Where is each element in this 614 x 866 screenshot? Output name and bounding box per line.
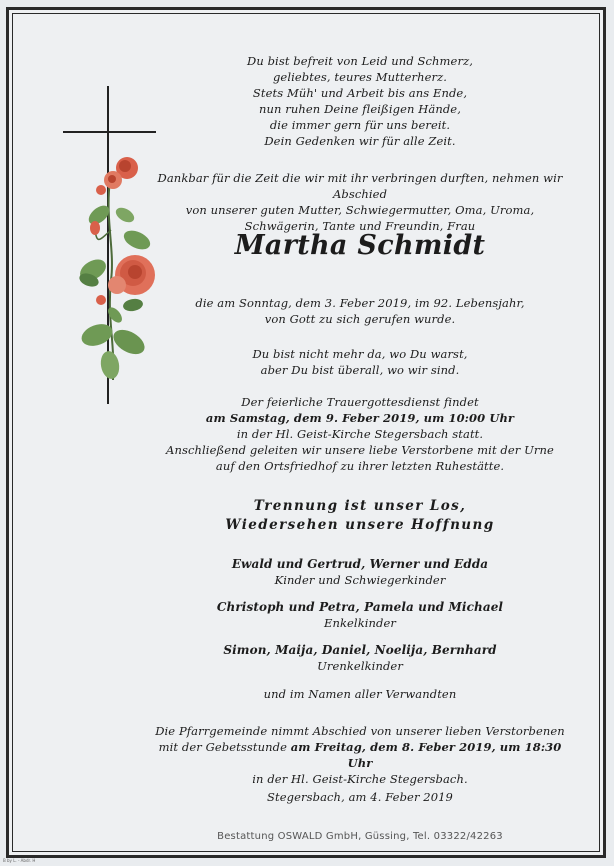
funeral-service: [150, 394, 570, 474]
poem-line: Stets Müh' und Arbeit bis ans Ende,: [252, 86, 468, 100]
poem-line: die immer gern für uns bereit.: [269, 118, 451, 132]
service-date: am Samstag, dem 9. Feber 2019, um 10:00 Uhr: [205, 411, 515, 425]
family-names: Ewald und Gertrud, Werner und Edda: [231, 557, 489, 571]
motto-line: Trennung ist unser Los,: [253, 498, 467, 514]
family-names: Christoph und Petra, Pamela und Michael: [216, 600, 504, 614]
intro-text: [150, 170, 570, 234]
family-names: Simon, Maija, Daniel, Noelija, Bernhard: [223, 643, 497, 657]
poem-line: geliebtes, teures Mutterherz.: [272, 70, 448, 84]
family-group-children: [150, 556, 570, 588]
deceased-name: Martha Schmidt: [234, 230, 486, 261]
parish-notice: [150, 723, 570, 787]
poem-line: Dein Gedenken wir für alle Zeit.: [264, 134, 456, 148]
parish-line: [150, 739, 570, 771]
quote-line: Du bist nicht mehr da, wo Du warst,: [252, 347, 468, 361]
poem-line: nun ruhen Deine fleißigen Hände,: [259, 102, 461, 116]
intro-line: Schwägerin, Tante und Freundin, Frau: [244, 219, 476, 233]
funeral-home-footer: Bestattung OSWALD GmbH, Güssing, Tel. 03322/42263: [217, 831, 503, 842]
intro-line: Dankbar für die Zeit die wir mit ihr verbringen durften, nehmen wir Abschied: [157, 171, 563, 201]
parish-line: Die Pfarrgemeinde nimmt Abschied von unserer lieben Verstorbenen: [155, 724, 565, 738]
family-group-great-grandchildren: [150, 642, 570, 674]
service-line: in der Hl. Geist-Kirche Stegersbach statt.: [236, 427, 484, 441]
family-role: Urenkelkinder: [317, 659, 403, 673]
motto-line: Wiedersehen unsere Hoffnung: [225, 517, 495, 533]
family-group-grandchildren: [150, 599, 570, 631]
family-role: Kinder und Schwiegerkinder: [274, 573, 446, 587]
rose-icon: [76, 157, 155, 380]
parish-line-pre: mit der Gebetsstunde: [158, 740, 291, 754]
intro-line: von unserer guten Mutter, Schwiegermutter, Oma, Uroma,: [185, 203, 535, 217]
service-line: Anschließend geleiten wir unsere liebe Verstorbene mit der Urne: [166, 443, 554, 457]
print-mark: B by L. - Abdr. H: [3, 858, 36, 863]
poem: [150, 53, 570, 149]
relatives-line: und im Namen aller Verwandten: [263, 687, 457, 701]
poem-line: Du bist befreit von Leid und Schmerz,: [247, 54, 473, 68]
family-role: Enkelkinder: [323, 616, 397, 630]
prayer-hour-date: am Freitag, dem 8. Feber 2019, um 18:30 Uhr: [290, 740, 562, 770]
quote-line: aber Du bist überall, wo wir sind.: [260, 363, 460, 377]
service-line: Der feierliche Trauergottesdienst findet: [241, 395, 479, 409]
death-notice-line: die am Sonntag, dem 3. Feber 2019, im 92. Lebensjahr,: [195, 296, 525, 310]
place-date: Stegersbach, am 4. Feber 2019: [267, 790, 453, 804]
death-notice-line: von Gott zu sich gerufen wurde.: [264, 312, 456, 326]
service-line: auf den Ortsfriedhof zu ihrer letzten Ruhestätte.: [215, 459, 505, 473]
parish-line: in der Hl. Geist-Kirche Stegersbach.: [252, 772, 468, 786]
death-notice: [150, 295, 570, 327]
quote: [150, 346, 570, 378]
motto: [150, 497, 570, 535]
